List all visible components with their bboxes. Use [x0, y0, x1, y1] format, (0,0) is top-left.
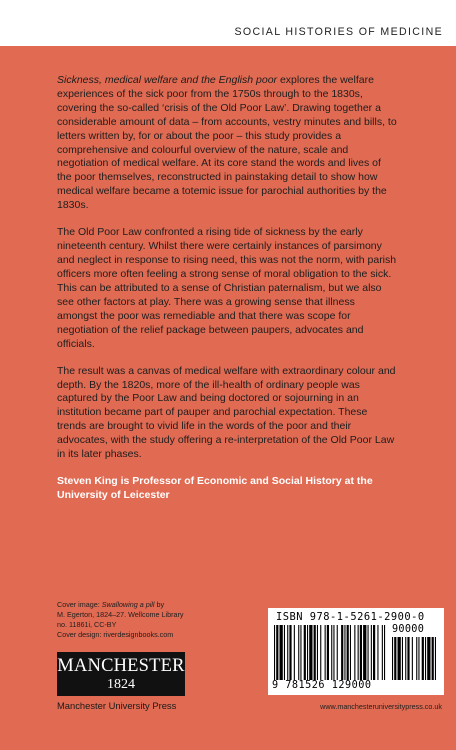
publisher-name: Manchester University Press — [57, 700, 177, 711]
blurb-paragraph-3: The result was a canvas of medical welfare with extraordinary colour and depth. By the 1820s, more of the ill-health of ordinary people was captured by the Poor Law and being doctored or sojourning in an institution became part of pauper and parochial expectation. These trends are brought to vivid life in the words of the poor and their advocates, with the study offering a re-interpretation of the Old Poor Law in its later phases. — [57, 364, 396, 461]
blurb-paragraph-2: The Old Poor Law confronted a rising tide of sickness by the early nineteenth century. Whilst there were certainly instances of parsimony and neglect in response to rising need, this was not the norm, with parish officers more often feeling a strong sense of moral obligation to the sick. This can be attributed to a sense of Christian paternalism, but we also see other factors at play. There was a growing sense that illness amongst the poor was remediable and that there was scope for negotiation of the relief package between paupers, advocates and officials. — [57, 226, 397, 350]
series-header-band — [0, 0, 456, 46]
isbn-barcode — [268, 608, 444, 695]
cover-image-by: by — [154, 600, 165, 609]
back-cover-blurb — [57, 74, 397, 516]
cover-image-label: Cover image: — [57, 600, 102, 609]
series-title: SOCIAL HISTORIES OF MEDICINE — [234, 26, 443, 38]
blurb-paragraph-1-text: explores the welfare experiences of the sick poor from the 1750s through to the 1830s, covering the so-called ‘crisis of the Old Poor Law’. Drawing together a considerable amount of data – from accounts, vestry minutes and bills, to letters written by, for or about the poor – this study provides a comprehensive and colourful overview of the nature, scale and negotiation of medical welfare. At its core stand the words and lives of the poor themselves, reconstructed in painstaking detail to show how medical welfare became a totemic issue for parochial authorities by the 1830s. — [57, 74, 397, 212]
isbn-text: ISBN 978-1-5261-2900-0 — [276, 611, 425, 623]
book-title: Sickness, medical welfare and the English poor — [57, 74, 278, 86]
cover-image-credit-line-1 — [57, 600, 227, 610]
cover-credits — [57, 600, 227, 640]
blurb-paragraph-1 — [57, 74, 397, 213]
cover-image-credit-line-3: no. 11861i, CC-BY — [57, 620, 117, 629]
publisher-logo-year: 1824 — [107, 677, 135, 692]
ean-digits: 9 781526 129000 — [272, 680, 372, 691]
cover-design-credit: Cover design: riverdesignbooks.com — [57, 630, 174, 639]
publisher-logo — [57, 652, 185, 696]
author-note: Steven King is Professor of Economic and Social History at the University of Leicester — [57, 475, 373, 502]
publisher-logo-name: MANCHESTER — [57, 656, 185, 676]
addon-barcode-bars — [392, 637, 438, 680]
ean-barcode-bars — [274, 625, 388, 680]
price-code: 90000 — [392, 624, 425, 635]
cover-image-title: Swallowing a pill — [101, 600, 155, 609]
publisher-website: www.manchesteruniversitypress.co.uk — [320, 702, 442, 711]
cover-image-credit-line-2: M. Egerton, 1824–27. Wellcome Library — [57, 610, 184, 619]
